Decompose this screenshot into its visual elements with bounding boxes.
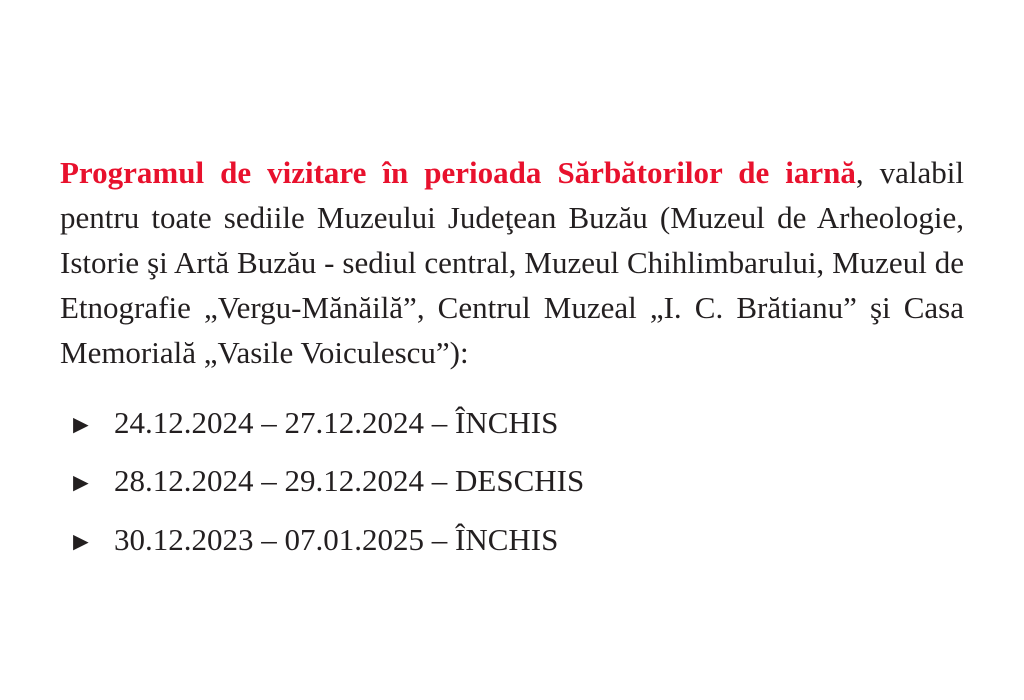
triangle-bullet-icon: ► bbox=[68, 409, 94, 439]
announcement-headline: Programul de vizitare în perioada Sărbătorilor de iarnă bbox=[60, 155, 856, 190]
list-item bbox=[68, 521, 964, 557]
announcement-paragraph bbox=[60, 151, 964, 376]
announcement-body: , valabil pentru toate sediile Muzeului Judeţean Buzău (Muzeul de Arheologie, Istorie şi Artă Buzău - sediul central, Muzeul Chihlimbarului, Muzeul de Etnografie „Vergu-Mănăilă”, Centrul Muzeal „I. C. Brătianu” şi Casa Memorială „Vasile Voiculescu”): bbox=[60, 155, 964, 370]
schedule-list bbox=[60, 404, 964, 557]
triangle-bullet-icon: ► bbox=[68, 468, 94, 498]
schedule-item-label: 30.12.2023 – 07.01.2025 – ÎNCHIS bbox=[114, 521, 559, 557]
list-item bbox=[68, 404, 964, 440]
schedule-item-label: 24.12.2024 – 27.12.2024 – ÎNCHIS bbox=[114, 404, 559, 440]
schedule-item-label: 28.12.2024 – 29.12.2024 – DESCHIS bbox=[114, 463, 585, 499]
list-item bbox=[68, 465, 964, 498]
triangle-bullet-icon: ► bbox=[68, 526, 94, 556]
